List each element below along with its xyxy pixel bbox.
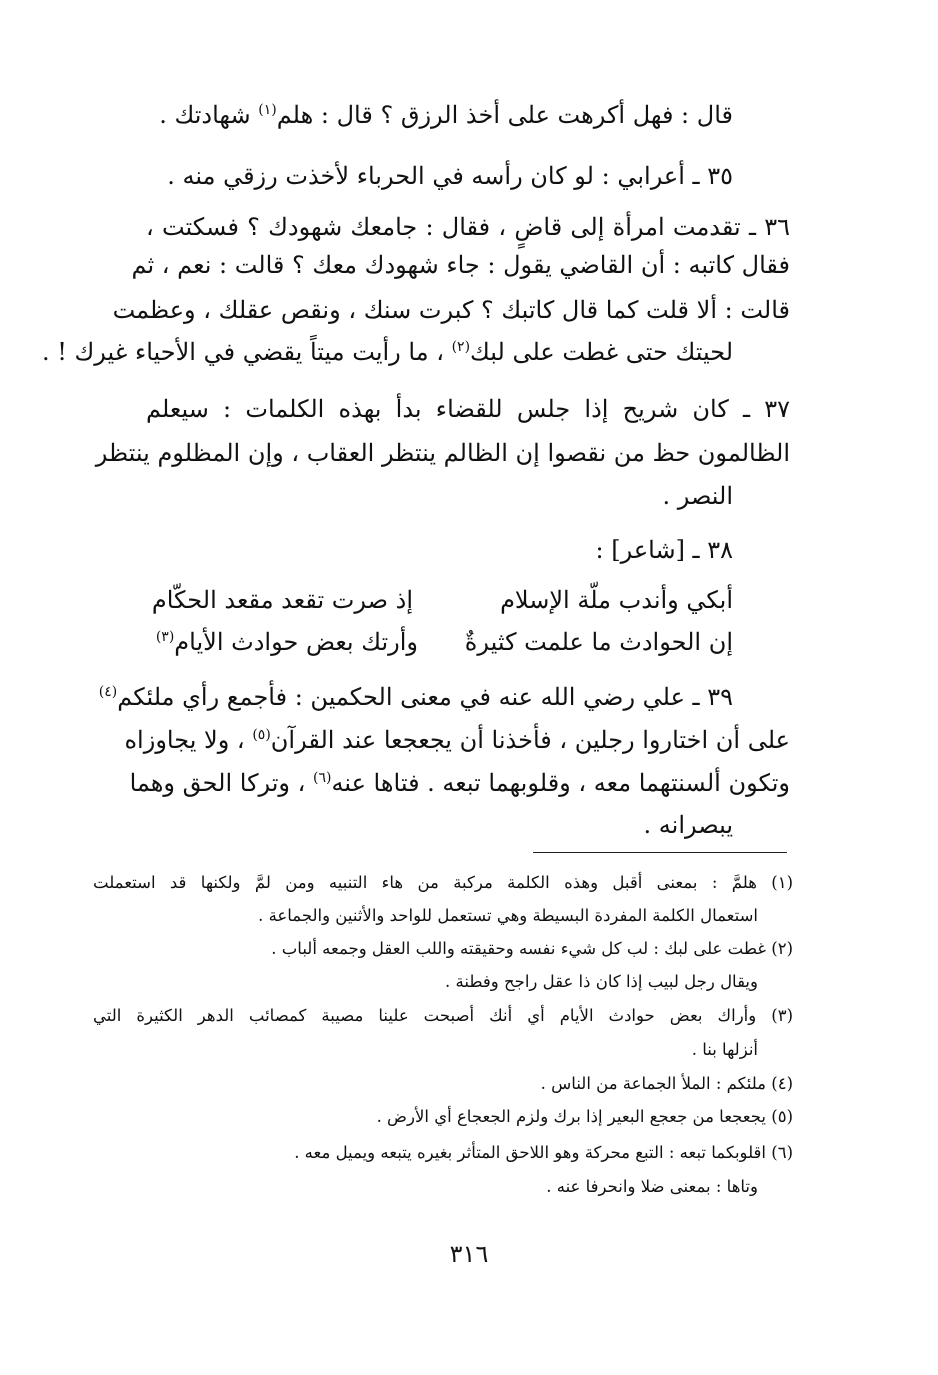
text-line: ٣٨ ـ [شاعر] : [595, 536, 733, 564]
text-line [42, 337, 733, 367]
footnote-line: (١) هلمَّ : بمعنى أقبل وهذه الكلمة مركبة من هاء التنبيه ومن لمَّ ولكنها قد استعملت [93, 873, 793, 892]
text-line: النصر . [662, 482, 733, 510]
footnote-ref: (٢) [451, 339, 471, 355]
footnote-line: ويقال رجل لبيب إذا كان ذا عقل راجح وفطنة . [445, 972, 758, 991]
footnote-ref: (١) [258, 102, 277, 118]
verse-hemistich [156, 627, 418, 657]
text-segment: وتكون ألسنتهما معه ، وقلوبهما تبعه . فتاها عنه [331, 769, 790, 797]
text-line: ٣٥ ـ أعرابي : لو كان رأسه في الحرباء لأخذت رزقي منه . [167, 162, 733, 190]
footnote-line: (٦) اقلوبكما تبعه : التبع محركة وهو اللاحق المتأثر بغيره يتبعه ويميل معه . [294, 1143, 793, 1162]
footnote-line: أنزلها بنا . [691, 1040, 758, 1059]
footnote-line: (٥) يجعجعا من جعجع البعير إذا برك ولزم الجعجاع أي الأرض . [376, 1107, 793, 1126]
page-number: ٣١٦ [449, 1240, 489, 1268]
footnote-ref: (٤) [98, 684, 118, 700]
footnote-ref: (٣) [155, 629, 175, 645]
text-segment: ٣٩ ـ علي رضي الله عنه في معنى الحكمين : فأجمع رأي ملئكم [117, 683, 733, 711]
footnote-line: (٤) ملئكم : الملأ الجماعة من الناس . [540, 1074, 793, 1093]
text-segment: لحيتك حتى غطت على لبك [470, 338, 733, 366]
text-segment: قال : فهل أكرهت على أخذ الرزق ؟ قال : هلم [276, 101, 733, 129]
footnote-line: (٢) غطت على لبك : لب كل شيء نفسه وحقيقته واللب العقل وجمعه ألباب . [271, 939, 793, 958]
text-segment: شهادتك . [159, 101, 259, 129]
text-line: الظالمون حظ من نقصوا إن الظالم ينتظر العقاب ، وإن المظلوم ينتظر [95, 439, 790, 467]
text-line: ٣٦ ـ تقدمت امرأة إلى قاضٍ ، فقال : جامعك شهودك ؟ فسكتت ، [146, 213, 790, 241]
text-line [159, 100, 733, 130]
footnote-ref: (٦) [313, 770, 332, 786]
text-line: ٣٧ ـ كان شريح إذا جلس للقضاء بدأ بهذه الكلمات : سيعلم [146, 395, 790, 423]
text-line [124, 725, 790, 755]
verse-hemistich: أبكي وأندب ملّة الإسلام [500, 586, 733, 614]
text-segment: ، وتركا الحق وهما [129, 769, 314, 797]
verse-hemistich: إذ صرت تقعد مقعد الحكّام [151, 586, 413, 614]
text-segment: ، ولا يجاوزاه [124, 726, 253, 754]
footnote-line: استعمال الكلمة المفردة البسيطة وهي تستعمل للواحد والأثنين والجماعة . [258, 906, 758, 925]
text-segment: وأرتك بعض حوادث الأيام [174, 628, 418, 656]
footnote-line: (٣) وأراك بعض حوادث الأيام أي أنك أصبحت علينا مصيبة كمصائب الدهر الكثيرة التي [93, 1006, 793, 1025]
text-segment: على أن اختاروا رجلين ، فأخذنا أن يجعجعا عند القرآن [270, 726, 790, 754]
footnote-separator [533, 852, 787, 853]
text-line [99, 682, 733, 712]
text-line: قالت : ألا قلت كما قال كاتبك ؟ كبرت سنك ، ونقص عقلك ، وعظمت [112, 296, 790, 324]
footnote-ref: (٥) [252, 727, 271, 743]
text-line: فقال كاتبه : أن القاضي يقول : جاء شهودك معك ؟ قالت : نعم ، ثم [131, 251, 790, 279]
text-line [129, 768, 790, 798]
verse-hemistich: إن الحوادث ما علمت كثيرةٌ [464, 628, 733, 656]
text-segment: ، ما رأيت ميتاً يقضي في الأحياء غيرك ! . [41, 338, 452, 366]
text-line: يبصرانه . [643, 811, 733, 839]
footnote-line: وتاها : بمعنى ضلا وانحرفا عنه . [546, 1177, 758, 1196]
